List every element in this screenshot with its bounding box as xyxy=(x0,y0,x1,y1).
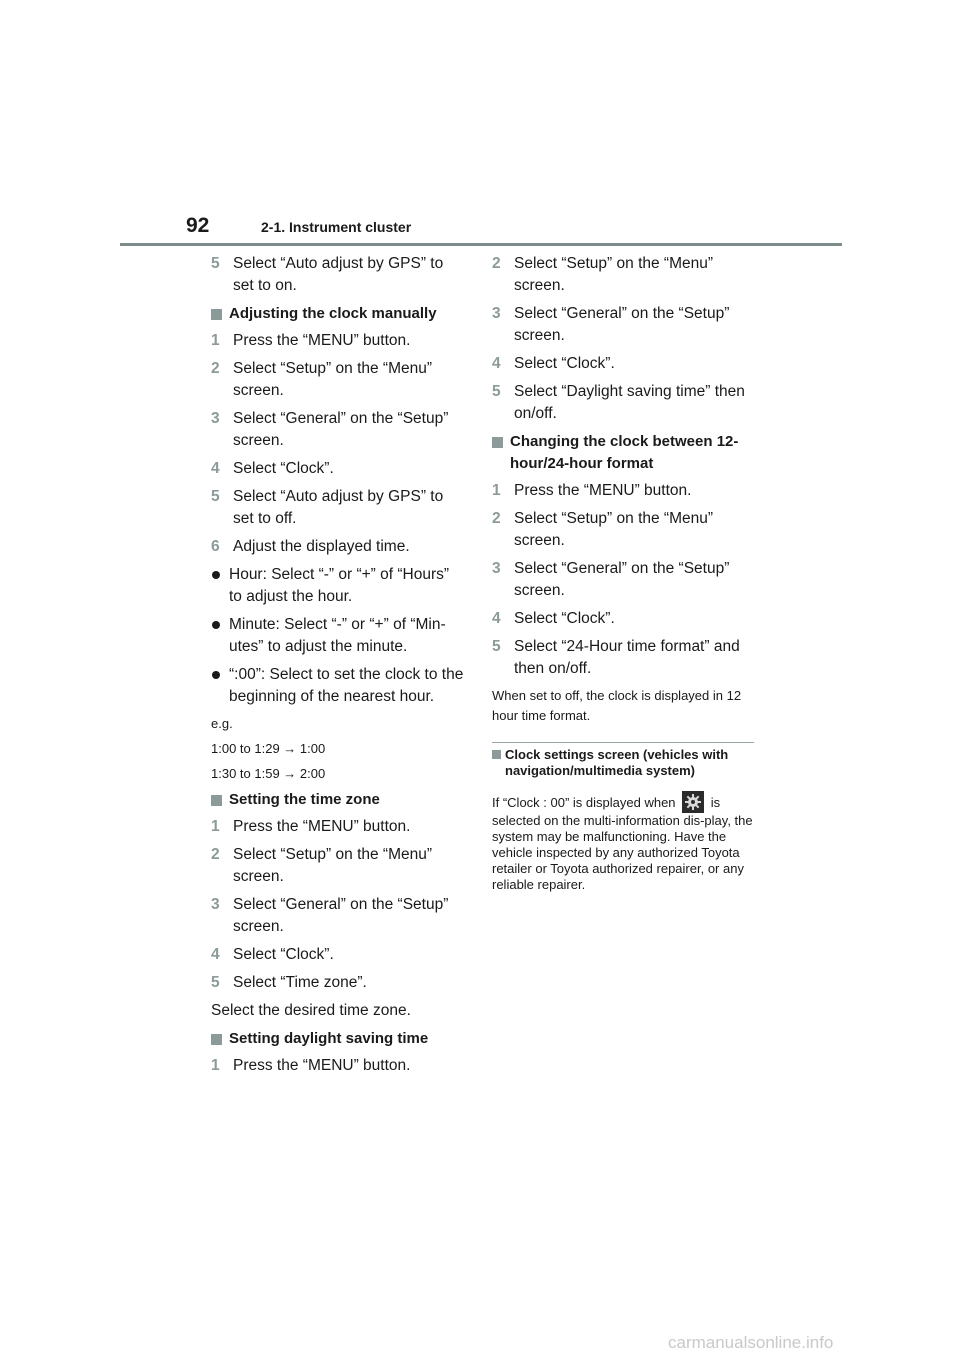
square-bullet-icon xyxy=(492,750,501,759)
step-number: 4 xyxy=(211,946,220,963)
step-text: Select “Clock”. xyxy=(233,460,334,477)
page-header xyxy=(0,0,960,250)
step-text: Select “Auto adjust by GPS” to set to on. xyxy=(233,255,444,294)
step-text: Select “Clock”. xyxy=(514,355,615,372)
bullet-item xyxy=(211,614,466,658)
step-text: Press the “MENU” button. xyxy=(233,1057,411,1074)
square-bullet-icon xyxy=(211,309,222,320)
step-item xyxy=(492,303,754,347)
step-item xyxy=(211,358,466,402)
step-item xyxy=(492,558,754,602)
square-bullet-icon xyxy=(211,1034,222,1045)
step-item xyxy=(211,486,466,530)
step-item xyxy=(492,636,754,680)
bullet-text: Hour: Select “-” or “+” of “Hours” to adjust the hour. xyxy=(229,566,450,605)
example-line: 1:30 to 1:59 → 2:00 xyxy=(211,766,326,781)
step-item xyxy=(211,330,466,352)
round-bullet-icon xyxy=(212,571,220,579)
step-text: Select “Setup” on the “Menu” screen. xyxy=(233,360,433,399)
step-item xyxy=(492,253,754,297)
square-bullet-icon xyxy=(492,437,503,448)
section-heading-timezone xyxy=(211,789,466,811)
step-number: 4 xyxy=(211,460,220,477)
heading-text: Setting daylight saving time xyxy=(229,1030,429,1047)
step-text: Press the “MENU” button. xyxy=(233,818,411,835)
square-bullet-icon xyxy=(211,795,222,806)
step-item xyxy=(492,381,754,425)
bullet-text: Minute: Select “-” or “+” of “Min-utes” to adjust the minute. xyxy=(229,616,446,655)
step-text: Select “General” on the “Setup” screen. xyxy=(233,410,449,449)
example-line: 1:00 to 1:29 → 1:00 xyxy=(211,741,326,756)
note-heading xyxy=(492,747,754,779)
step-item xyxy=(211,972,466,994)
step-text: Select “Setup” on the “Menu” screen. xyxy=(514,510,714,549)
page-number: 92 xyxy=(186,214,210,237)
heading-text: Changing the clock between 12-hour/24-hour format xyxy=(510,433,739,472)
note-heading-text: Clock settings screen (vehicles with navigation/multimedia system) xyxy=(505,747,729,778)
note-divider xyxy=(492,742,754,743)
plain-paragraph: Select the desired time zone. xyxy=(211,1002,411,1019)
step-item xyxy=(492,608,754,630)
step-text: Adjust the displayed time. xyxy=(233,538,410,555)
gear-icon xyxy=(682,791,704,813)
step-text: Select “Auto adjust by GPS” to set to off. xyxy=(233,488,444,527)
watermark: carmanualsonline.info xyxy=(668,1333,834,1352)
step-item xyxy=(211,408,466,452)
example-label: e.g. xyxy=(211,716,233,731)
step-number: 3 xyxy=(492,305,501,322)
header-divider xyxy=(120,243,842,246)
step-text: Select “Setup” on the “Menu” screen. xyxy=(514,255,714,294)
step-item xyxy=(211,536,466,558)
step-text: Select “Daylight saving time” then on/off. xyxy=(514,383,745,422)
step-item xyxy=(492,508,754,552)
step-number: 4 xyxy=(492,355,501,372)
step-item xyxy=(211,1055,466,1077)
step-text: Select “General” on the “Setup” screen. xyxy=(514,305,730,344)
step-text: Select “Clock”. xyxy=(514,610,615,627)
step-item xyxy=(492,353,754,375)
format-note: When set to off, the clock is displayed in 12 hour time format. xyxy=(492,688,742,723)
step-text: Press the “MENU” button. xyxy=(233,332,411,349)
left-column xyxy=(211,253,466,1083)
step-text: Select “General” on the “Setup” screen. xyxy=(514,560,730,599)
step-number: 2 xyxy=(492,510,501,527)
step-number: 1 xyxy=(492,482,501,499)
step-item xyxy=(211,894,466,938)
section-heading-manual xyxy=(211,303,466,325)
step-number: 3 xyxy=(211,410,220,427)
step-number: 1 xyxy=(211,332,220,349)
note-text-before: If “Clock : 00” is displayed when xyxy=(492,795,676,810)
step-item xyxy=(211,844,466,888)
step-number: 2 xyxy=(492,255,501,272)
step-item xyxy=(211,458,466,480)
step-text: Press the “MENU” button. xyxy=(514,482,692,499)
step-item xyxy=(211,253,466,297)
step-number: 4 xyxy=(492,610,501,627)
note-body xyxy=(492,791,754,893)
note-text-after: is selected on the multi-information dis-play, the system may be malfunctioning. Have the vehicle inspected by any authorized Toyota retailer or Toyota authorized repairer, or any reliable repairer. xyxy=(492,795,753,892)
bullet-text: “:00”: Select to set the clock to the beginning of the nearest hour. xyxy=(229,666,464,705)
step-item xyxy=(492,480,754,502)
step-number: 2 xyxy=(211,360,220,377)
step-item xyxy=(211,816,466,838)
section-heading-format xyxy=(492,431,754,475)
round-bullet-icon xyxy=(212,621,220,629)
round-bullet-icon xyxy=(212,671,220,679)
step-text: Select “Clock”. xyxy=(233,946,334,963)
step-number: 3 xyxy=(492,560,501,577)
step-text: Select “24-Hour time format” and then on/off. xyxy=(514,638,740,677)
heading-text: Setting the time zone xyxy=(229,791,380,808)
step-number: 1 xyxy=(211,1057,220,1074)
step-number: 5 xyxy=(211,974,220,991)
step-text: Select “Time zone”. xyxy=(233,974,367,991)
step-text: Select “Setup” on the “Menu” screen. xyxy=(233,846,433,885)
bullet-item xyxy=(211,564,466,608)
step-text: Select “General” on the “Setup” screen. xyxy=(233,896,449,935)
right-column xyxy=(492,253,754,893)
step-number: 6 xyxy=(211,538,220,555)
section-heading-dst xyxy=(211,1028,466,1050)
step-number: 5 xyxy=(211,488,220,505)
step-number: 5 xyxy=(211,255,220,272)
step-number: 2 xyxy=(211,846,220,863)
step-number: 1 xyxy=(211,818,220,835)
step-number: 5 xyxy=(492,638,501,655)
section-title: 2-1. Instrument cluster xyxy=(261,219,412,235)
step-item xyxy=(211,944,466,966)
heading-text: Adjusting the clock manually xyxy=(229,305,437,322)
bullet-item xyxy=(211,664,466,708)
step-number: 5 xyxy=(492,383,501,400)
step-number: 3 xyxy=(211,896,220,913)
